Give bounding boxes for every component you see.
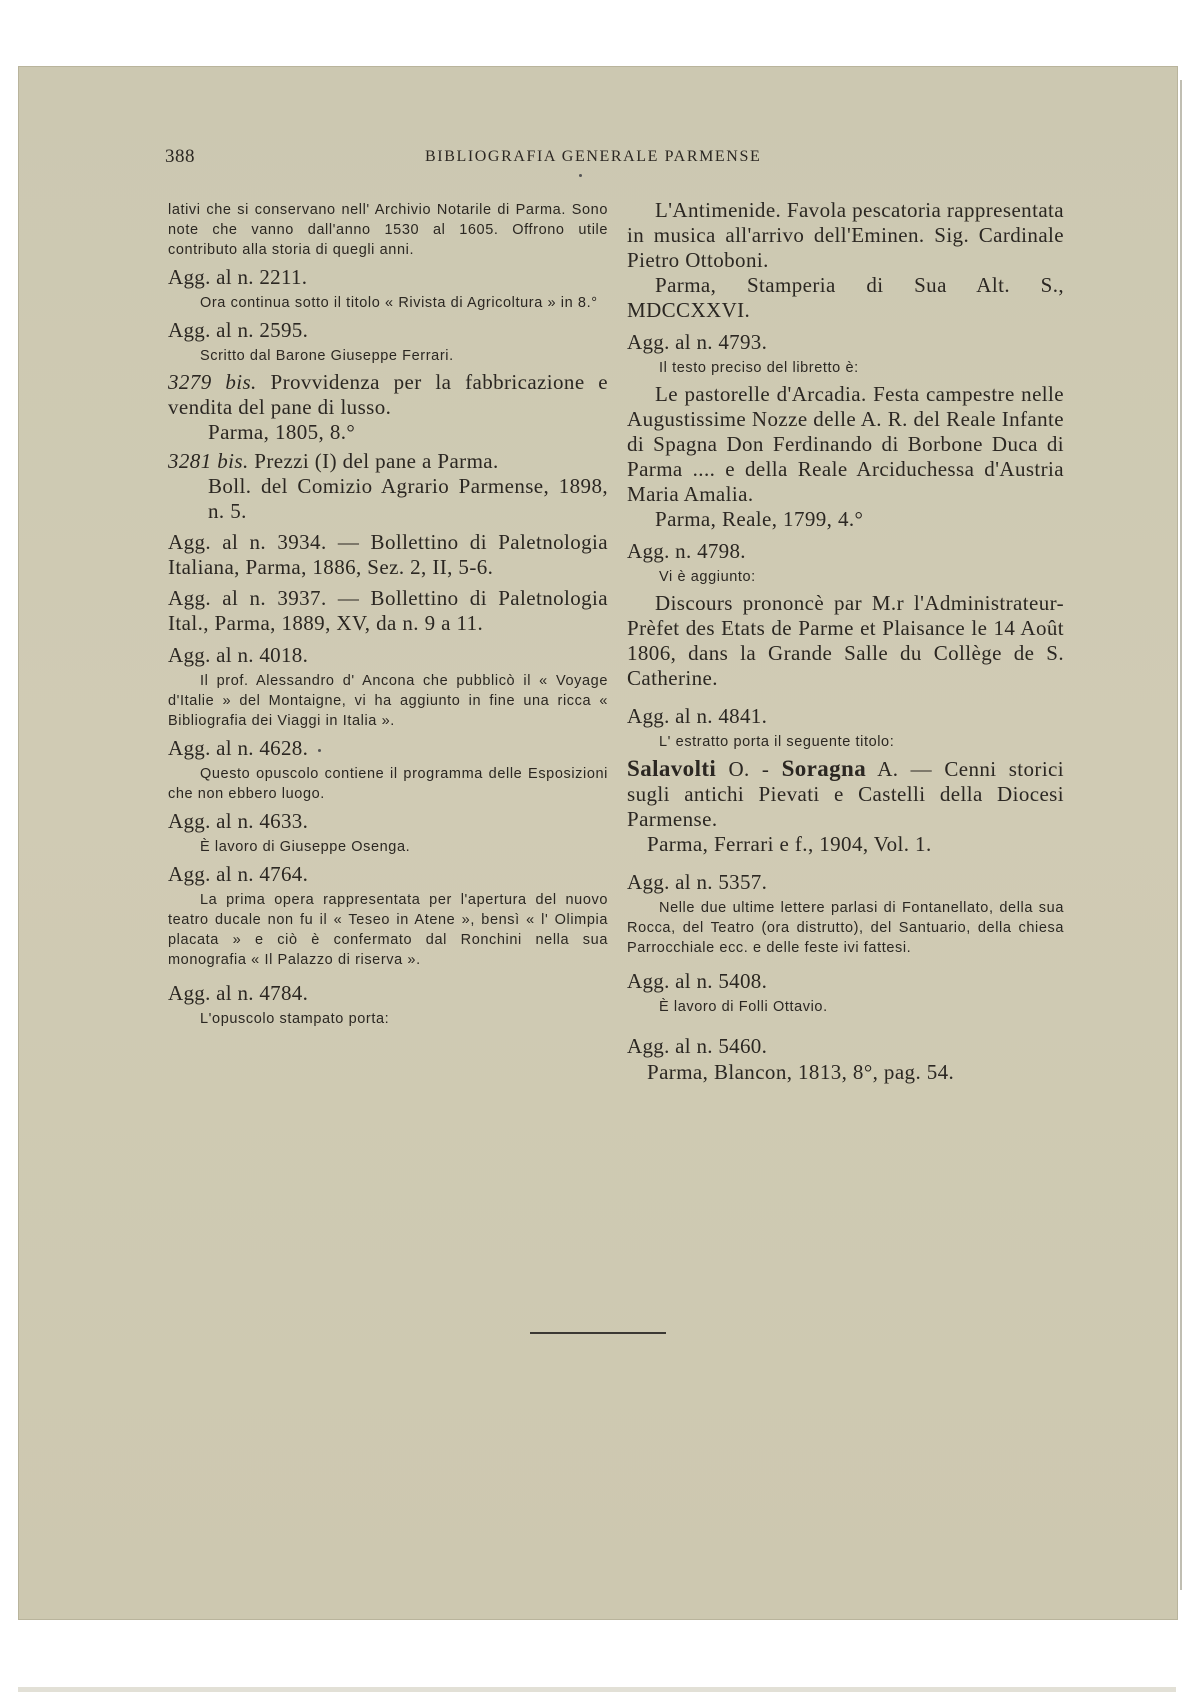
entry-title: Prezzi (I) del pane a Parma. — [254, 449, 499, 473]
page-header — [165, 146, 851, 170]
entry-note: L' estratto porta il seguente titolo: — [659, 734, 895, 750]
entry-note: È lavoro di Folli Ottavio. — [659, 999, 828, 1015]
entry-imprint: Parma, Reale, 1799, 4.° — [655, 507, 864, 531]
end-rule — [530, 1332, 666, 1334]
author-initial: O. - — [716, 757, 782, 781]
entry-title: Le pastorelle d'Arcadia. Festa campestre nelle Augustissime Nozze delle A. R. del Reale Infante di Spagna Don Ferdinando di Borbone Duca di Parma .... e della Reale Arciduchessa d'Austria Maria Amalia. — [627, 382, 1064, 506]
page-edge-shadow — [1180, 80, 1182, 1590]
entry-number: 3281 bis. — [168, 449, 249, 473]
entry-title-text: A. — Cenni storici sugli antichi Pievati e Castelli della Diocesi Parmense. — [627, 757, 1065, 831]
entry-imprint: Parma, Ferrari e f., 1904, Vol. 1. — [647, 832, 932, 856]
entry-heading: Agg. al n. 4628. — [168, 736, 309, 760]
page-number: 388 — [165, 146, 195, 167]
ink-speck — [318, 749, 321, 752]
entry-note: È lavoro di Giuseppe Osenga. — [200, 839, 411, 855]
entry-heading: Agg. al n. 5408. — [627, 969, 768, 993]
entry-title: Discours prononcè par M.r l'Administrateur-Prèfet des Etats de Parme et Plaisance le 14 Août 1806, dans la Grande Salle du Collège de S. Catherine. — [627, 591, 1064, 690]
entry-heading: Agg. al n. 2211. — [168, 265, 308, 289]
entry-imprint: Boll. del Comizio Agrario Parmense, 1898, n. 5. — [208, 474, 608, 523]
entry-heading: Agg. al n. 4841. — [627, 704, 768, 728]
entry-heading: Agg. al n. 5357. — [627, 870, 768, 894]
entry-heading: Agg. al n. 4018. — [168, 643, 309, 667]
author-name: Soragna — [781, 756, 867, 781]
entry-title — [627, 756, 1064, 832]
running-title: BIBLIOGRAFIA GENERALE PARMENSE — [425, 148, 762, 165]
entry-note: La prima opera rappresentata per l'apertura del nuovo teatro ducale non fu il « Teseo in Atene », bensì « l' Olimpia placata » e ciò è confermato dal Ronchini nella sua monografia « Il Palazzo di riserva ». — [168, 892, 608, 968]
author-name: Salavolti — [627, 756, 717, 781]
continuation-note: lativi che si conservano nell' Archivio Notarile di Parma. Sono note che vanno dall'anno 1530 al 1605. Offrono utile contributo alla storia di quegli anni. — [168, 202, 608, 258]
entry-title: L'Antimenide. Favola pescatoria rappresentata in musica all'arrivo dell'Eminen. Sig. Cardinale Pietro Ottoboni. — [627, 198, 1064, 272]
entry-note: Nelle due ultime lettere parlasi di Fontanellato, della sua Rocca, del Teatro (ora distrutto), del Santuario, della chiesa Parrocchiale ecc. e delle feste ivi fattesi. — [627, 900, 1064, 956]
entry-imprint: Parma, Blancon, 1813, 8°, pag. 54. — [647, 1060, 955, 1084]
entry-note: Il testo preciso del libretto è: — [659, 360, 859, 376]
right-column — [627, 198, 1064, 1085]
entry-heading: Agg. al n. 2595. — [168, 318, 309, 342]
entry-heading: Agg. al n. 4793. — [627, 330, 768, 354]
entry-heading: Agg. n. 4798. — [627, 539, 746, 563]
ink-speck — [579, 174, 582, 177]
entry-heading: Agg. al n. 4633. — [168, 809, 309, 833]
entry-note: Scritto dal Barone Giuseppe Ferrari. — [200, 348, 454, 364]
entry-title: Provvidenza per la fabbricazione e vendita del pane di lusso. — [168, 370, 609, 419]
entry-note: Vi è aggiunto: — [659, 569, 756, 585]
entry-heading: Agg. al n. 4784. — [168, 981, 309, 1005]
entry-note: Ora continua sotto il titolo « Rivista di Agricoltura » in 8.° — [200, 295, 598, 311]
entry-number: 3279 bis. — [168, 370, 257, 394]
entry-text: Agg. al n. 3934. — Bollettino di Paletnologia Italiana, Parma, 1886, Sez. 2, II, 5-6. — [168, 530, 608, 579]
entry-heading: Agg. al n. 5460. — [627, 1034, 768, 1058]
entry-note: L'opuscolo stampato porta: — [200, 1011, 390, 1027]
left-column — [168, 198, 608, 1033]
entry-text — [168, 370, 608, 420]
page-bottom-edge — [18, 1687, 1176, 1692]
entry-note: Il prof. Alessandro d' Ancona che pubblicò il « Voyage d'Italie » del Montaigne, vi ha aggiunto in fine una ricca « Bibliografia dei Viaggi in Italia ». — [168, 673, 608, 729]
entry-imprint: Parma, Stamperia di Sua Alt. S., MDCCXXVI. — [627, 273, 1064, 322]
entry-note: Questo opuscolo contiene il programma delle Esposizioni che non ebbero luogo. — [168, 766, 608, 802]
entry-heading: Agg. al n. 4764. — [168, 862, 309, 886]
entry-text: Agg. al n. 3937. — Bollettino di Paletnologia Ital., Parma, 1889, XV, da n. 9 a 11. — [168, 586, 608, 635]
entry-text — [168, 449, 608, 474]
entry-imprint: Parma, 1805, 8.° — [208, 420, 356, 444]
